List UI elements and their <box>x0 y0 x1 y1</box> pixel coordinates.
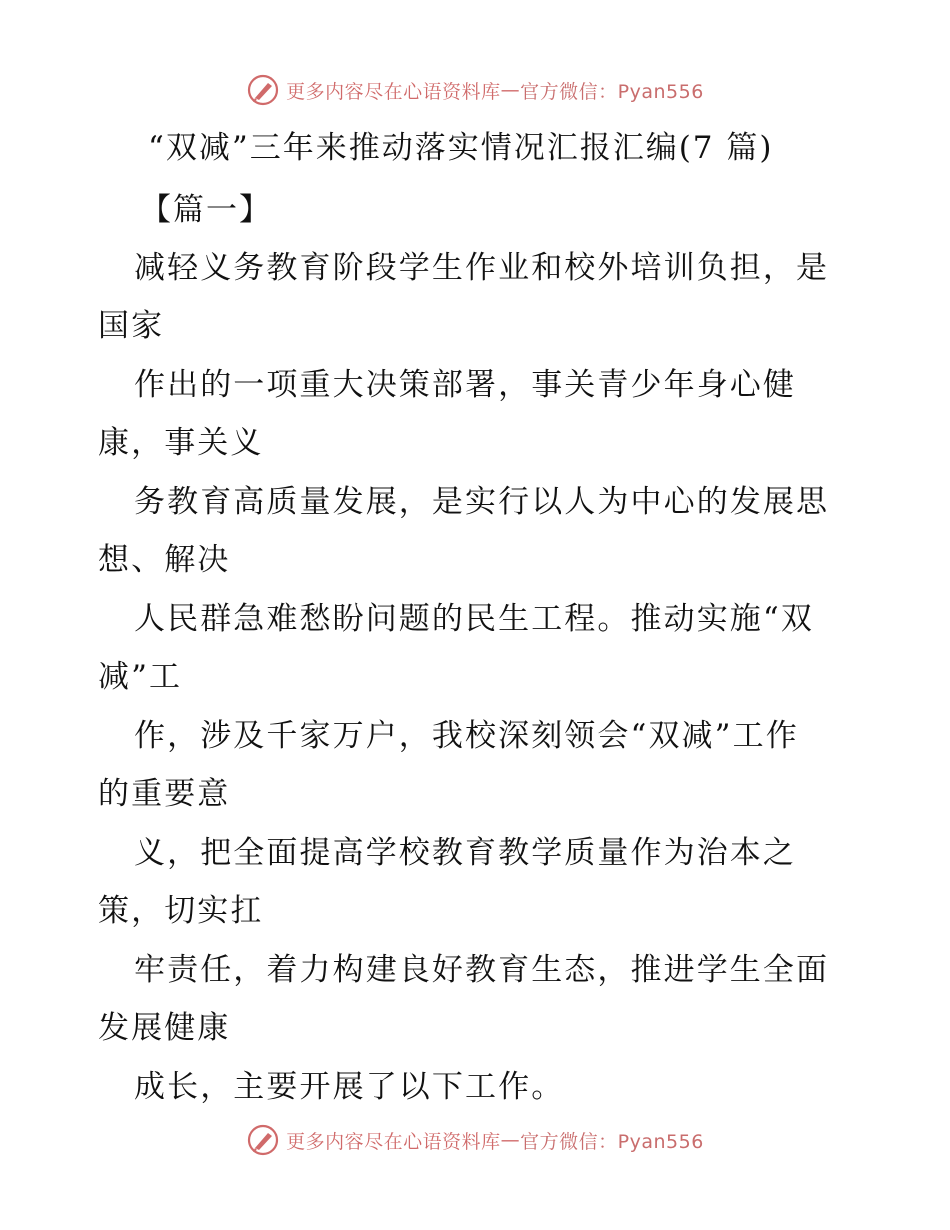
section-heading: 【篇一】 <box>140 192 272 228</box>
quill-pen-logo-icon <box>246 1123 280 1157</box>
body-line: 作出的一项重大决策部署，事关青少年身心健 <box>134 367 796 403</box>
body-line: 义，把全面提高学校教育教学质量作为治本之 <box>134 835 796 871</box>
footer-watermark <box>0 1120 950 1160</box>
body-line: 国家 <box>98 308 165 344</box>
body-line: 策，切实扛 <box>98 893 264 929</box>
body-line: 牢责任，着力构建良好教育生态，推进学生全面 <box>134 952 830 988</box>
watermark-brand: 更多内容尽在心语资料库 <box>286 80 501 103</box>
body-line: 想、解决 <box>98 542 231 578</box>
body-line: 康，事关义 <box>98 425 264 461</box>
body-line: 发展健康 <box>98 1010 231 1046</box>
watermark-brand: 更多内容尽在心语资料库 <box>286 1130 501 1153</box>
body-line: 减轻义务教育阶段学生作业和校外培训负担，是 <box>134 250 830 286</box>
quill-pen-logo-icon <box>246 73 280 107</box>
watermark-wechat: 官方微信：Pyan556 <box>520 80 704 103</box>
watermark-wechat: 官方微信：Pyan556 <box>520 1130 704 1153</box>
header-watermark <box>0 70 950 110</box>
watermark-separator: — <box>500 79 521 101</box>
body-line: 务教育高质量发展，是实行以人为中心的发展思 <box>134 484 830 520</box>
body-line: 成长，主要开展了以下工作。 <box>134 1069 565 1105</box>
body-line: 人民群急难愁盼问题的民生工程。推动实施“双 <box>134 601 814 637</box>
document-title: “双减”三年来推动落实情况汇报汇编(7 篇) <box>148 130 774 166</box>
watermark-separator: — <box>500 1129 521 1151</box>
body-line: 作，涉及千家万户，我校深刻领会“双减”工作 <box>134 718 799 754</box>
body-line: 减”工 <box>98 659 183 695</box>
body-line: 的重要意 <box>98 776 231 812</box>
